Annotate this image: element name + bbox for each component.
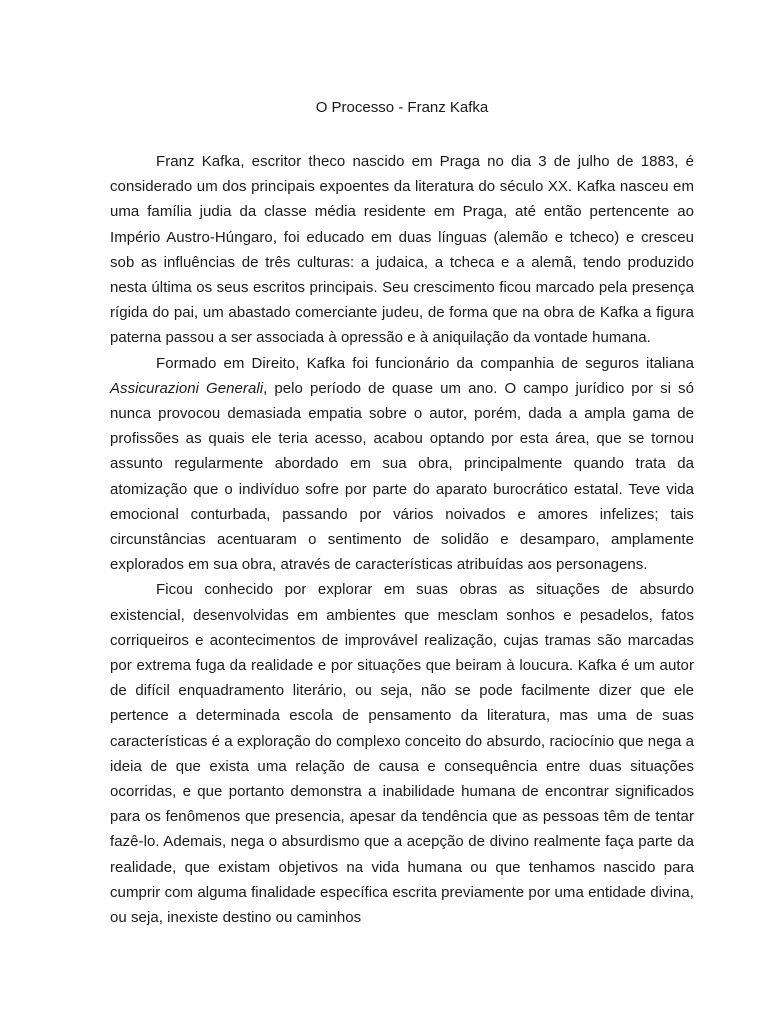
paragraph-2-text-start: Formado em Direito, Kafka foi funcionário da companhia de seguros italiana xyxy=(156,354,694,372)
paragraph-2-text-end: , pelo período de quase um ano. O campo jurídico por si só nunca provocou demasiada empatia sobre o autor, porém, dada a ampla gama de profissões as quais ele teria acesso, acabou optando por esta área, que se tornou assunto regularmente abordado em sua obra, principalmente quando trata da atomização que o indivíduo sofre por parte do aparato burocrático estatal. Teve vida emocional conturbada, passando por vários noivados e amores infelizes; tais circunstâncias acentuaram o sentimento de solidão e desamparo, amplamente explorados em sua obra, através de características atribuídas aos personagens. xyxy=(110,379,694,574)
paragraph-1 xyxy=(110,149,694,351)
paragraph-2 xyxy=(110,351,694,578)
paragraph-3-text: Ficou conhecido por explorar em suas obras as situações de absurdo existencial, desenvolvidas em ambientes que mesclam sonhos e pesadelos, fatos corriqueiros e acontecimentos de improvável realização, cujas tramas são marcadas por extrema fuga da realidade e por situações que beiram à loucura. Kafka é um autor de difícil enquadramento literário, ou seja, não se pode facilmente dizer que ele pertence a determinada escola de pensamento da literatura, mas uma de suas características é a exploração do complexo conceito do absurdo, raciocínio que nega a ideia de que exista uma relação de causa e consequência entre duas situações ocorridas, e que portanto demonstra a inabilidade humana de encontrar significados para os fenômenos que presencia, apesar da tendência que as pessoas têm de tentar fazê-lo. Ademais, nega o absurdismo que a acepção de divino realmente faça parte da realidade, que existam objetivos na vida humana ou que tenhamos nascido para cumprir com alguma finalidade específica escrita previamente por uma entidade divina, ou seja, inexiste destino ou caminhos xyxy=(110,581,694,927)
paragraph-1-text: Franz Kafka, escritor theco nascido em Praga no dia 3 de julho de 1883, é considerado um dos principais expoentes da literatura do século XX. Kafka nasceu em uma família judia da classe média residente em Praga, até então pertencente ao Império Austro-Húngaro, foi educado em duas línguas (alemão e tcheco) e cresceu sob as influências de três culturas: a judaica, a tcheca e a alemã, tendo produzido nesta última os seus escritos principais. Seu crescimento ficou marcado pela presença rígida do pai, um abastado comerciante judeu, de forma que na obra de Kafka a figura paterna passou a ser associada à opressão e à aniquilação da vontade humana. xyxy=(110,153,694,347)
company-name-italic: Assicurazioni Generali xyxy=(110,379,264,397)
paragraph-3 xyxy=(110,577,694,930)
document-page xyxy=(110,96,694,930)
document-title: O Processo - Franz Kafka xyxy=(315,99,489,116)
